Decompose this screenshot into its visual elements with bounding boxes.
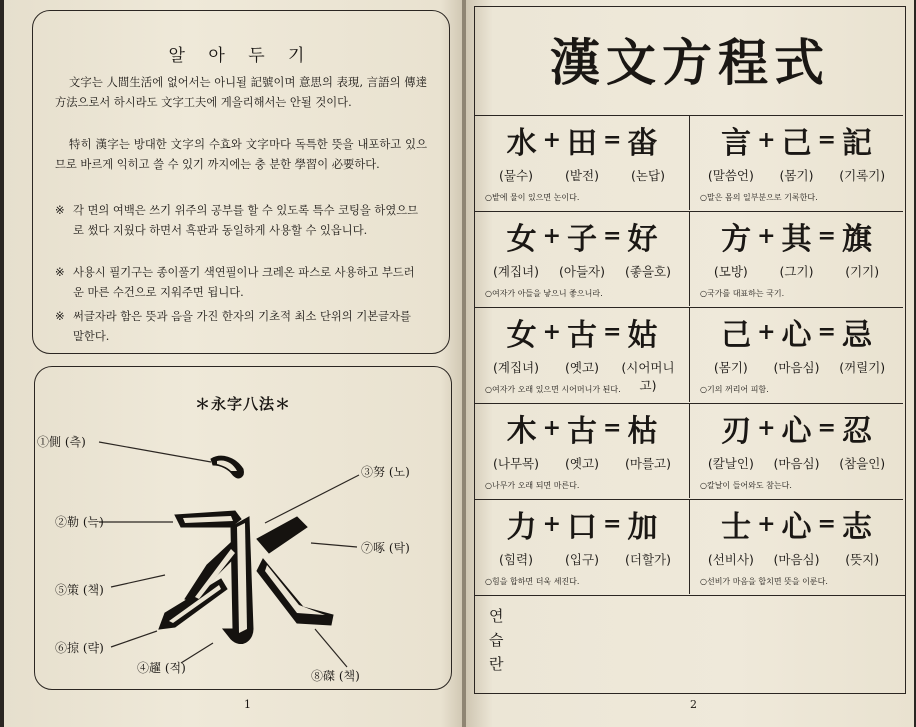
result-character: 記	[841, 126, 872, 161]
stroke-label-1: ①側 (측)	[37, 435, 86, 449]
result-character: 忍	[841, 414, 872, 449]
component-a: 水	[506, 126, 537, 161]
equation-cell	[689, 403, 903, 498]
reading-a: (선비사)	[707, 552, 754, 567]
reading-a: (물수)	[499, 168, 533, 183]
equation-frame	[474, 6, 906, 694]
yong-title: ＊永字八法＊	[194, 395, 291, 413]
equation-cell	[689, 307, 903, 402]
component-a: 女	[506, 318, 537, 353]
component-a: 士	[721, 510, 752, 545]
result-character: 忌	[841, 318, 872, 353]
readings	[698, 166, 895, 184]
reading-a: (칼날인)	[707, 456, 754, 471]
reading-c: (더할가)	[625, 552, 671, 567]
reading-b: (마음심)	[773, 552, 820, 567]
reading-a: (나무목)	[493, 456, 539, 471]
note-mark: ※	[55, 204, 65, 217]
equation-cell	[475, 211, 689, 306]
component-b: 心	[781, 510, 812, 545]
result-character: 畓	[627, 126, 658, 161]
equation	[690, 312, 903, 352]
meaning: ○국가를 대표하는 국기.	[700, 289, 785, 298]
equation-cell	[475, 499, 689, 594]
component-a: 方	[721, 222, 752, 257]
reading-b: (옛고)	[565, 456, 599, 471]
plus-sign: +	[757, 415, 776, 441]
component-a: 女	[506, 222, 537, 257]
stroke-label-4: ④趯 (적)	[137, 661, 186, 675]
meaning: ○기의 꺼리어 피함.	[700, 385, 769, 394]
equals-sign: =	[603, 223, 622, 249]
equals-sign: =	[603, 127, 622, 153]
result-character: 好	[627, 222, 658, 257]
equation	[475, 216, 689, 256]
reading-b: (마음심)	[773, 456, 820, 471]
note-3	[55, 307, 425, 347]
equation-cell	[689, 499, 903, 594]
reading-b: (입구)	[565, 552, 599, 567]
equation	[475, 408, 689, 448]
reading-c: (기록기)	[839, 168, 886, 183]
equation-cell	[475, 307, 689, 402]
note-2	[55, 263, 425, 303]
equation-cell	[689, 211, 903, 306]
equals-sign: =	[603, 511, 622, 537]
component-a: 木	[506, 414, 537, 449]
stroke-label-5: ⑤策 (책)	[55, 583, 104, 597]
plus-sign: +	[542, 127, 561, 153]
reading-c: (기기)	[845, 264, 880, 279]
component-b: 其	[781, 222, 812, 257]
component-b: 己	[781, 126, 812, 161]
intro-paragraph-2: 特히 漢字는 방대한 文字의 수효와 文字마다 독특한 뜻을 내포하고 있으므로 바르게 익히고 쓸 수 있기 까지에는 충 분한 學習이 必要하다.	[55, 138, 427, 171]
meaning: ○말은 몸의 일부분으로 기록한다.	[700, 193, 818, 202]
component-b: 心	[781, 414, 812, 449]
reading-c: (논답)	[631, 168, 665, 183]
plus-sign: +	[757, 511, 776, 537]
component-a: 力	[506, 510, 537, 545]
reading-a: (몸기)	[713, 360, 748, 375]
intro-box	[32, 10, 450, 354]
reading-b: (몸기)	[779, 168, 814, 183]
component-b: 子	[567, 222, 597, 257]
equation-cell	[689, 115, 903, 210]
note-mark: ※	[55, 266, 65, 279]
meaning: ○밭에 물이 있으면 논이다.	[485, 193, 580, 202]
equation	[690, 120, 903, 160]
intro-paragraph-1: 文字는 人間生活에 없어서는 아니될 記號이며 意思의 表現, 言語의 傳達方法으로서 하시라도 文字工夫에 게을리해서는 안될 것이다.	[55, 76, 427, 109]
reading-c: (참을인)	[839, 456, 886, 471]
stroke-label-8: ⑧磔 (책)	[311, 669, 360, 683]
plus-sign: +	[542, 511, 561, 537]
reading-c: (마를고)	[625, 456, 671, 471]
intro-title: 알 아 두 기	[168, 46, 314, 66]
component-b: 心	[781, 318, 812, 353]
note-1	[55, 201, 425, 241]
equation	[475, 504, 689, 544]
reading-a: (계집녀)	[493, 264, 539, 279]
page-title: 漢文方程式	[550, 33, 830, 92]
equals-sign: =	[817, 415, 836, 441]
reading-a: (계집녀)	[493, 360, 539, 375]
component-b: 古	[567, 318, 597, 353]
readings	[483, 262, 681, 280]
equation	[475, 120, 689, 160]
meaning: ○여자가 아들을 낳으니 좋으니라.	[485, 289, 603, 298]
equals-sign: =	[817, 511, 836, 537]
reading-c: (좋을호)	[625, 264, 671, 279]
plus-sign: +	[757, 223, 776, 249]
result-character: 枯	[627, 414, 658, 449]
component-b: 口	[567, 510, 597, 545]
plus-sign: +	[757, 127, 776, 153]
equation-grid	[475, 115, 905, 595]
reading-c: (뜻지)	[845, 552, 880, 567]
equation	[690, 408, 903, 448]
component-a: 刃	[721, 414, 752, 449]
stroke-label-6: ⑥掠 (략)	[55, 641, 104, 655]
reading-b: (아들자)	[559, 264, 605, 279]
component-b: 田	[567, 126, 597, 161]
reading-a: (모방)	[713, 264, 748, 279]
stroke-label-3: ③努 (노)	[361, 465, 410, 479]
readings	[483, 454, 681, 472]
equation	[690, 504, 903, 544]
stroke-label-7: ⑦啄 (탁)	[361, 541, 410, 555]
note-1-text: 각 면의 여백은 쓰기 위주의 공부를 할 수 있도록 특수 코팅을 하였으므로 썼다 지웠다 하면서 흑판과 동일하게 사용할 수 있읍니다.	[73, 204, 419, 237]
readings	[698, 358, 895, 376]
note-3-text: 써글자라 함은 뜻과 음을 가진 한자의 기초적 최소 단위의 기본글자를 말한다.	[73, 310, 411, 343]
reading-c: (시어머니고)	[621, 360, 675, 393]
component-a: 言	[721, 126, 752, 161]
equals-sign: =	[603, 319, 622, 345]
equals-sign: =	[817, 223, 836, 249]
equation	[690, 216, 903, 256]
meaning: ○나무가 오래 되면 마른다.	[485, 481, 580, 490]
reading-c: (꺼릴기)	[839, 360, 886, 375]
page-number-right: 2	[690, 698, 697, 711]
readings	[698, 262, 895, 280]
result-character: 加	[627, 510, 658, 545]
reading-a: (힘력)	[499, 552, 533, 567]
readings	[483, 166, 681, 184]
plus-sign: +	[542, 415, 561, 441]
equation-cell	[475, 115, 689, 210]
stroke-label-2: ②勒 (늑)	[55, 515, 104, 529]
meaning: ○선비가 마음을 합치면 뜻을 이룬다.	[700, 577, 828, 586]
equation	[475, 312, 689, 352]
note-2-text: 사용시 필기구는 종이풀기 색연필이나 크레온 파스로 사용하고 부드러운 마른 수건으로 지워주면 됩니다.	[73, 266, 415, 299]
component-a: 己	[721, 318, 752, 353]
reading-b: (옛고)	[565, 360, 599, 375]
meaning: ○여자가 오래 있으면 시어머니가 된다.	[485, 385, 621, 394]
equation-cell	[475, 403, 689, 498]
reading-b: (밭전)	[565, 168, 599, 183]
result-character: 姑	[627, 318, 658, 353]
result-character: 志	[841, 510, 872, 545]
equals-sign: =	[603, 415, 622, 441]
reading-b: (마음심)	[773, 360, 820, 375]
meaning: ○칼날이 들어와도 참는다.	[700, 481, 792, 490]
page-number-left: 1	[244, 698, 251, 711]
equals-sign: =	[817, 127, 836, 153]
plus-sign: +	[542, 223, 561, 249]
yong-eight-principles-box	[34, 366, 452, 690]
reading-a: (말씀언)	[707, 168, 754, 183]
meaning: ○힘을 합하면 더욱 세진다.	[485, 577, 580, 586]
practice-area[interactable]	[475, 595, 905, 694]
component-b: 古	[567, 414, 597, 449]
plus-sign: +	[542, 319, 561, 345]
plus-sign: +	[757, 319, 776, 345]
readings	[698, 550, 895, 568]
note-mark: ※	[55, 310, 65, 323]
readings	[698, 454, 895, 472]
practice-label: 연습란	[489, 607, 504, 673]
result-character: 旗	[841, 222, 872, 257]
reading-b: (그기)	[779, 264, 814, 279]
equals-sign: =	[817, 319, 836, 345]
readings	[483, 550, 681, 568]
